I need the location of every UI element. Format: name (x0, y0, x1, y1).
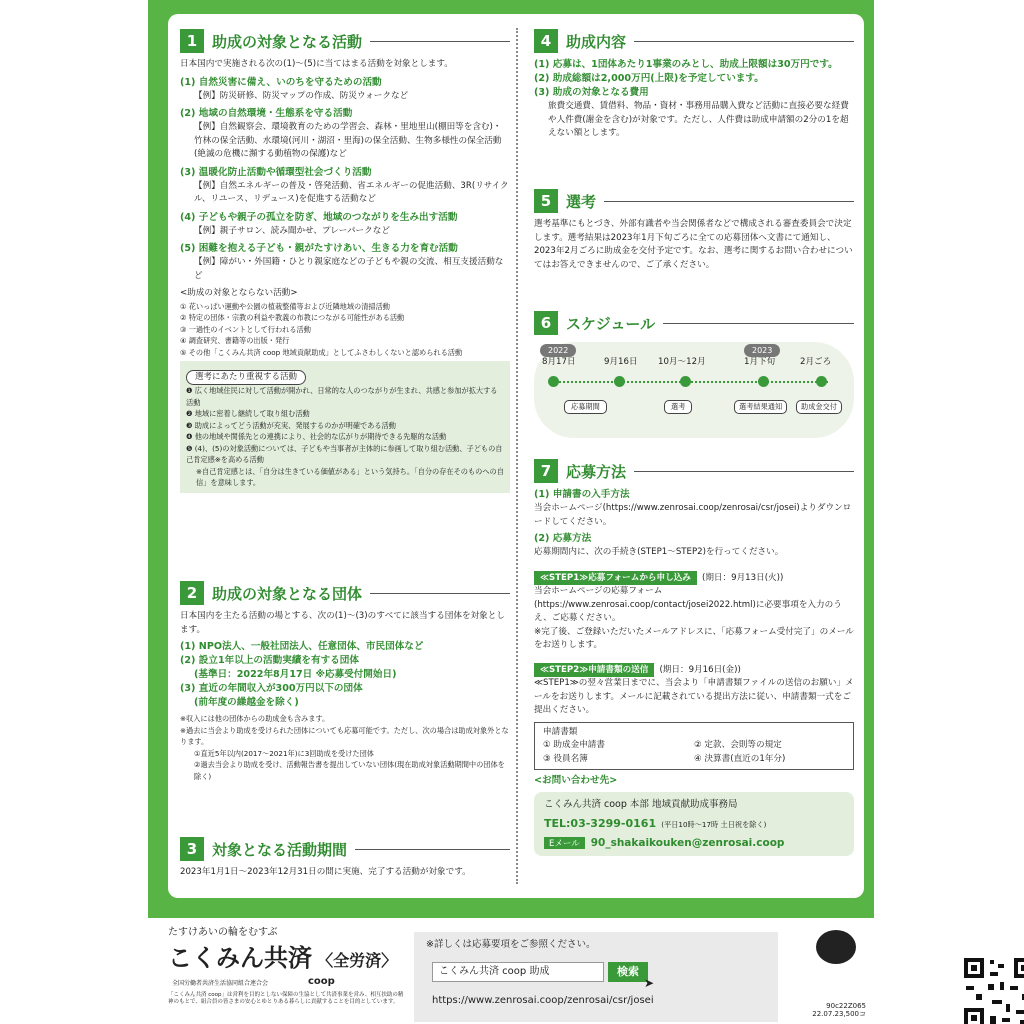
section-7 (534, 458, 854, 856)
not-covered-item: ② 特定の団体・宗教の利益や教義の布教につながる可能性がある活動 (180, 313, 405, 322)
brand-logo: こくみん共済 (168, 944, 312, 972)
search-button[interactable]: 検索 (608, 962, 648, 982)
grant-item: (2) 助成総額は2,000万円(上限)を予定しています。 (534, 73, 764, 84)
section-4 (534, 28, 854, 141)
method-head: (1) 申請書の入手方法 (534, 489, 630, 500)
step1-note: ※完了後、ご登録いただいたメールアドレスに、「応募フォーム受付完了」のメールをお送りします。 (534, 626, 854, 650)
timeline-label: 応募期間 (564, 400, 607, 414)
timeline-date: 9月16日 (604, 357, 638, 367)
contact-hours: (平日10時～17時 土日祝を除く) (661, 819, 767, 829)
step2-bar: ≪STEP2≫申請書類の送信 (534, 663, 654, 677)
activity-example: 【例】障がい・外国籍・ひとり親家庭などの子どもや親の交流、相互支援活動など (194, 257, 504, 281)
step2-text: ≪STEP1≫の翌々営業日までに、当会より「申請書類ファイルの送信のお願い」メールをお送りします。メールに記載されている提出方法に従い、申請書類一式をご提出ください。 (534, 678, 854, 715)
priority-item: ❷ 地域に密着し継続して取り組む活動 (186, 409, 310, 418)
priority-note: ※自己肯定感とは、「自分は生きている価値がある」という気持ち。「自分の存在そのものへの自信」を意味します。 (196, 466, 504, 487)
search-panel (414, 932, 778, 1022)
org-condition: (基準日：2022年8月17日 ※応募受付開始日) (194, 669, 397, 680)
step1-bar: ≪STEP1≫応募フォームから申し込み (534, 571, 697, 585)
documents-box (534, 722, 854, 771)
section-title: スケジュール (566, 314, 656, 333)
activity-example: 【例】防災研修、防災マップの作成、防災ウォークなど (194, 90, 409, 101)
section-number: 7 (534, 459, 558, 483)
section-6 (534, 310, 854, 438)
timeline-date: 2月ごろ (800, 357, 832, 367)
org-condition: (2) 設立1年以上の活動実績を有する団体 (180, 655, 359, 666)
activity-example: 【例】自然エネルギーの普及・啓発活動、省エネルギーの促進活動、3R(リサイクル、リユース、リデュース)を促進する活動など (194, 180, 509, 204)
priority-item: ❸ 助成によってどう活動が充実、発展するのかが明確である活動 (186, 420, 396, 430)
year-tag: 2023 (744, 344, 780, 357)
activity-head: (3) 温暖化防止活動や循環型社会づくり活動 (180, 166, 372, 178)
activity-head: (1) 自然災害に備え、いのちを守るための活動 (180, 76, 382, 88)
footer-url[interactable]: https://www.zenrosai.coop/zenrosai/csr/josei (432, 995, 654, 1006)
step2-date: (期日：9月16日(金)) (659, 664, 741, 675)
footer-tagline: たすけあいの輪をむすぶ (168, 927, 278, 938)
not-covered-item: ① 花いっぱい運動や公園の植栽整備等および近隣地域の清掃活動 (180, 301, 390, 311)
year-tag: 2022 (540, 344, 576, 357)
org-name: 全国労働者共済生活協同組合連合会 (172, 980, 269, 987)
timeline-dot (680, 376, 691, 387)
method-head: (2) 応募方法 (534, 533, 592, 544)
section-number: 5 (534, 189, 558, 213)
contact-box (534, 792, 854, 856)
timeline-date: 8月17日 (542, 357, 576, 367)
email-tag: Eメール (544, 837, 585, 849)
timeline-dot (758, 376, 769, 387)
step1-date: (期日：9月13日(火)) (701, 572, 784, 583)
timeline-date: 10月～12月 (658, 357, 706, 367)
org-note: ①直近5年以内(2017～2021年)に3回助成を受けた団体 (194, 748, 374, 758)
veg-ink-label: OIL INK (823, 955, 849, 962)
org-condition: (3) 直近の年間収入が300万円以下の団体 (180, 683, 363, 694)
documents-title: 申請書類 (543, 726, 578, 737)
section-number: 2 (180, 581, 204, 605)
org-note: ②過去当会より助成を受け、活動報告書を提出していない団体(現在助成対象活動期間中の団体を除く) (194, 760, 505, 781)
timeline-dot (614, 376, 625, 387)
coop-logo: coop (308, 976, 335, 987)
section-2 (180, 580, 510, 782)
footer-disclaimer: 「こくみん共済 coop」は営利を目的としない保障の生協として共済事業を営み、相互扶助の精神のもとで、組合員の皆さまの安心とゆとりある暮らしに貢献することを目的としています。 (168, 992, 404, 1005)
method-text: 当会ホームページ(https://www.zenrosai.coop/zenrosai/csr/josei)よりダウンロードしてください。 (534, 503, 852, 527)
timeline-dot (816, 376, 827, 387)
contact-head: <お問い合わせ先> (534, 775, 618, 786)
document-item: ② 定款、会則等の規定 (694, 740, 782, 750)
not-covered-item: ④ 調査研究、書籍等の出版・発行 (180, 336, 290, 345)
not-covered-head: <助成の対象とならない活動> (180, 288, 298, 298)
section-title: 対象となる活動期間 (212, 840, 348, 859)
selection-text: 選考基準にもとづき、外部有識者や当会関係者などで構成される審査委員会で決定します。選考結果は2023年1月下旬ごろに全ての応募団体へ文書にて通知し、2023年2月ごろに助成金を交付予定です。なお、選考に関するお問い合わせについてはお答えできませんので、ご了承ください。 (534, 219, 853, 270)
org-note: ※過去に当会より助成を受けられた団体についても応募可能です。ただし、次の場合は助成対象外となります。 (180, 725, 509, 746)
veg-ink-label: VEGETABLE (816, 948, 856, 955)
not-covered-item: ③ 一過性のイベントとして行われる活動 (180, 324, 311, 334)
section-title: 助成内容 (566, 32, 627, 51)
qr-code-icon[interactable] (960, 954, 1024, 1024)
section-number: 1 (180, 29, 204, 53)
method-text: 応募期間内に、次の手続き(STEP1～STEP2)を行ってください。 (534, 547, 784, 557)
timeline-date: 1月下旬 (744, 357, 776, 367)
content-card (168, 14, 864, 898)
activity-head: (5) 困難を抱える子ども・親がたすけあい、生きる力を育む活動 (180, 243, 458, 254)
section-number: 4 (534, 29, 558, 53)
timeline-label: 選考結果通知 (734, 400, 787, 414)
priority-box (180, 361, 510, 493)
org-condition: (1) NPO法人、一般社団法人、任意団体、市民団体など (180, 641, 424, 652)
grant-item: (1) 応募は、1団体あたり1事業のみとし、助成上限額は30万円です。 (534, 59, 838, 70)
column-divider (516, 28, 518, 884)
timeline-label: 助成金交付 (796, 400, 842, 414)
contact-phone[interactable]: TEL:03-3299-0161 (544, 816, 657, 830)
contact-email[interactable]: 90_shakaikouken@zenrosai.coop (590, 836, 785, 849)
priority-tag: 選考にあたり重視する活動 (186, 370, 306, 385)
cost-text: 旅費交通費、賃借料、物品・資材・事務用品購入費など活動に直接必要な経費や人件費(謝金を含む)が対象です。ただし、人件費は助成申請額の2分の1を超えない額とします。 (548, 101, 849, 138)
section-title: 選考 (566, 192, 597, 211)
activity-head: (2) 地域の自然環境・生態系を守る活動 (180, 108, 353, 119)
brand-sub: 〈全労済〉 (317, 951, 398, 970)
section-3 (180, 836, 510, 880)
section-title: 助成の対象となる活動 (212, 32, 363, 51)
priority-item: ❹ 他の地域や関係先との連携により、社会的な広がりが期待できる先駆的な活動 (186, 432, 447, 441)
section-title: 応募方法 (566, 462, 627, 481)
cursor-icon: ➤ (644, 976, 655, 990)
schedule-timeline (534, 342, 854, 438)
print-code: 22.07.23,500コ (812, 1010, 866, 1018)
contact-org: こくみん共済 coop 本部 地域貢献助成事務局 (544, 799, 738, 810)
activity-example: 【例】自然観察会、環境教育のための学習会、森林・里地里山(棚田等を含む)・竹林の保全活動、水環境(河川・湖沼・里海)の保全活動、生物多様性の保全活動(絶滅の危機に瀕する動植物の保護)など (194, 122, 502, 159)
section-1 (180, 28, 510, 493)
timeline-label: 選考 (664, 400, 692, 414)
section-number: 6 (534, 311, 558, 335)
section-number: 3 (180, 837, 204, 861)
activity-head: (4) 子どもや親子の孤立を防ぎ、地域のつながりを生み出す活動 (180, 211, 458, 223)
priority-item: ❺ (4)、(5)の対象活動については、子どもや当事者が主体的に参画して取り組む活動、子どもの自己肯定感※を高める活動 (186, 443, 503, 464)
section-title: 助成の対象となる団体 (212, 584, 363, 603)
org-condition: (前年度の繰越金を除く) (194, 697, 299, 708)
step1-text: 当会ホームページの応募フォーム(https://www.zenrosai.coop/contact/josei2022.html)に必要事項を入力のうえ、ご応募ください。 (534, 586, 842, 623)
section-intro: 日本国内で実施される次の(1)～(5)に当てはまる活動を対象とします。 (180, 59, 453, 69)
not-covered-item: ⑤ その他「こくみん共済 coop 地域貢献助成」としてふさわしくないと認められる活動 (180, 347, 463, 357)
footer (148, 918, 874, 1024)
priority-item: ❶ 広く地域住民に対して活動が開かれ、日常的な人のつながりが生まれ、共感と参加が拡大する活動 (186, 386, 498, 407)
activity-example: 【例】親子サロン、読み聞かせ、プレーパークなど (194, 225, 390, 236)
grant-item: (3) 助成の対象となる費用 (534, 87, 649, 98)
search-input[interactable]: こくみん共済 coop 助成 (432, 962, 604, 982)
detail-note: ※詳しくは応募要項をご参照ください。 (426, 939, 596, 950)
section-intro: 日本国内を主たる活動の場とする、次の(1)～(3)のすべてに該当する団体を対象とします。 (180, 611, 505, 635)
print-code: 90c22Z065 (826, 1002, 866, 1010)
timeline-dot (548, 376, 559, 387)
document-item: ③ 役員名簿 (543, 753, 588, 764)
org-note: ※収入には他の団体からの助成金も含みます。 (180, 714, 330, 723)
document-item: ① 助成金申請書 (543, 740, 605, 750)
section-5 (534, 188, 854, 272)
period-text: 2023年1月1日～2023年12月31日の間に実施、完了する活動が対象です。 (180, 867, 471, 877)
document-item: ④ 決算書(直近の1年分) (694, 753, 786, 764)
